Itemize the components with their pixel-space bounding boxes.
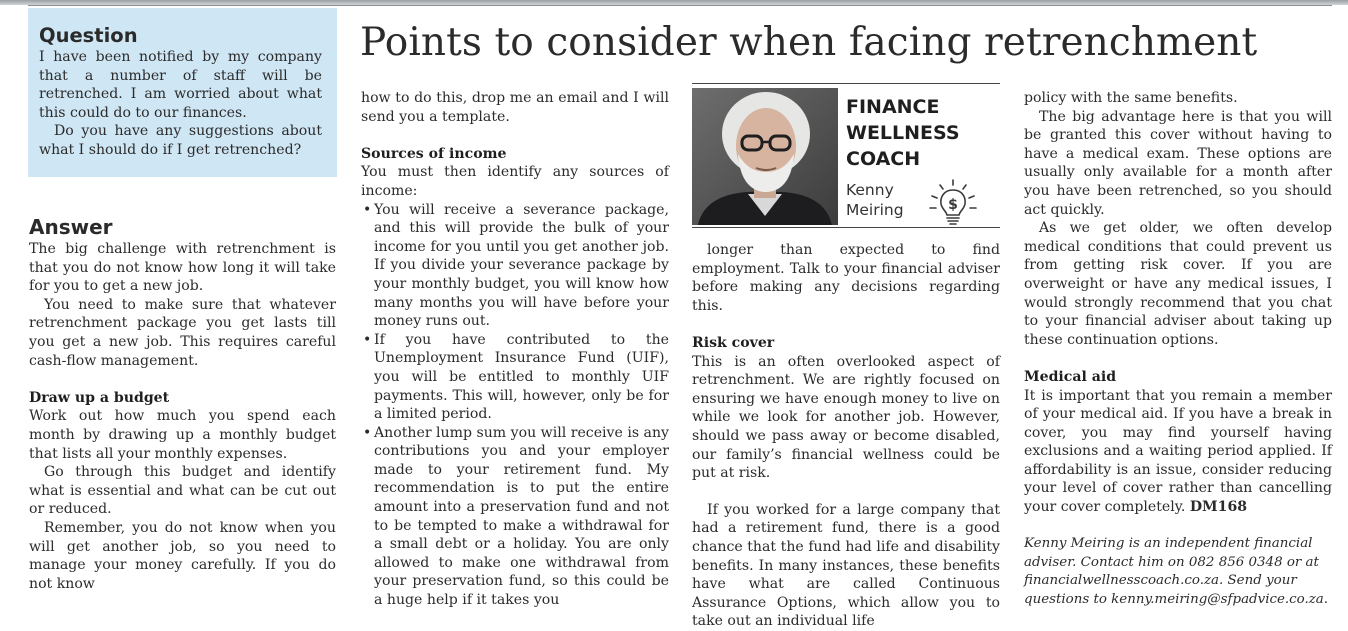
list-item — [361, 331, 669, 424]
column-4-paragraph: policy with the same benefits. — [1024, 90, 1238, 106]
list-item — [361, 424, 669, 610]
budget-paragraph: Work out how much you spend each month by drawing up a monthly budget that lists all your monthly expenses. — [29, 408, 336, 462]
bullet-icon: • — [363, 331, 372, 348]
column-3-intro: longer than expected to find employment. Talk to your financial adviser before making any decisions regarding this. — [692, 242, 1000, 314]
page-top-rule — [28, 5, 1332, 6]
author-box — [692, 83, 1000, 228]
income-intro: You must then identify any sources of income: — [361, 164, 669, 199]
income-bullet-text: You will receive a severance package, and this will provide the bulk of your income for you until you get another job. If you divide your severance package by your monthly budget, you will know how many months you will have before your money runs out. — [374, 201, 669, 330]
column-4-paragraph: As we get older, we often develop medical conditions that could prevent us from getting risk cover. If you are overweight or have any medical issues, I would strongly recommend that you chat to your financial adviser about taking up these continuation options. — [1024, 220, 1332, 348]
question-paragraph: I have been notified by my company that a number of staff will be retrenched. I am worried about what this could do to our finances. — [39, 49, 322, 121]
list-item — [361, 201, 669, 331]
risk-paragraph: If you worked for a large company that had a retirement fund, there is a good chance that the fund had life and disability benefits. In many instances, these benefits have what are called Continuous Assurance Options, which allow you to take out an individual life — [692, 501, 1000, 630]
income-bullet-text: Another lump sum you will receive is any contributions you and your employer made to your retirement fund. My recommendation is to put the entire amount into a preservation fund and not to be tempted to make a withdrawal for a small debt or a holiday. You are only allowed to make one withdrawal from your preservation fund, so this could be a huge help if it takes you — [374, 424, 669, 609]
article-headline: Points to consider when facing retrenchment — [360, 20, 1258, 65]
column-3 — [692, 241, 1000, 631]
column-4 — [1024, 89, 1332, 610]
lightbulb-dollar-icon — [927, 178, 979, 226]
author-portrait — [692, 88, 838, 225]
budget-paragraph: Go through this budget and identify what is essential and what can be cut out or reduced. — [29, 464, 336, 518]
column-1 — [29, 215, 336, 593]
medical-heading: Medical aid — [1024, 368, 1117, 385]
question-paragraph: Do you have any suggestions about what I should do if I get retrenched? — [39, 123, 322, 158]
column-2 — [361, 89, 669, 610]
bullet-icon: • — [363, 201, 372, 218]
income-bullet-text: If you have contributed to the Unemployment Insurance Fund (UIF), you will be entitled to monthly UIF payments. This will, however, only be for a limited period. — [374, 331, 669, 423]
author-last-name: Meiring — [846, 201, 904, 219]
question-section — [39, 24, 322, 160]
budget-heading: Draw up a budget — [29, 389, 170, 406]
column-2-intro: how to do this, drop me an email and I will send you a template. — [361, 90, 669, 125]
branding-line: FINANCE — [846, 96, 940, 118]
risk-heading: Risk cover — [692, 334, 775, 351]
author-byline: Kenny Meiring is an independent financial adviser. Contact him on 082 856 0348 or at financialwellnesscoach.co.za. Send your questions to kenny.meiring@sfpadvice.co.za. — [1024, 536, 1329, 608]
risk-paragraph: This is an often overlooked aspect of retrenchment. We are rightly focused on ensuring we have enough money to live on while we look for another job. However, should we pass away or become disabled, our family’s financial wellness could be put at risk. — [692, 353, 1000, 482]
column-4-paragraph: The big advantage here is that you will be granted this cover without having to have a medical exam. These options are usually only available for a month after you have been retrenched, so you should act quickly. — [1024, 108, 1332, 218]
medical-text: It is important that you remain a member of your medical aid. If you have a break in cover, you may find yourself having exclusions and a waiting period applied. If affordability is an issue, consider reducing your level of cover rather than cancelling your cover completely. — [1024, 387, 1332, 516]
question-heading: Question — [39, 24, 138, 47]
column-branding — [846, 94, 960, 172]
income-bullet-list — [361, 201, 669, 610]
branding-line: COACH — [846, 148, 921, 170]
income-heading: Sources of income — [361, 145, 507, 162]
answer-paragraph: You need to make sure that whatever retrenchment package you get lasts till you get a new job. This requires careful cash-flow management. — [29, 296, 336, 369]
answer-paragraph: The big challenge with retrenchment is that you do not know how long it will take for you to get a new job. — [29, 241, 336, 295]
svg-text:$: $ — [948, 197, 958, 213]
budget-paragraph: Remember, you do not know when you will get another job, so you need to manage your money carefully. If you do not know — [29, 519, 336, 592]
author-first-name: Kenny — [846, 181, 894, 199]
bullet-icon: • — [363, 424, 372, 441]
answer-heading: Answer — [29, 215, 113, 239]
medical-paragraph — [1024, 387, 1332, 517]
branding-line: WELLNESS — [846, 122, 960, 144]
author-name — [846, 180, 904, 220]
signoff: DM168 — [1189, 499, 1248, 516]
